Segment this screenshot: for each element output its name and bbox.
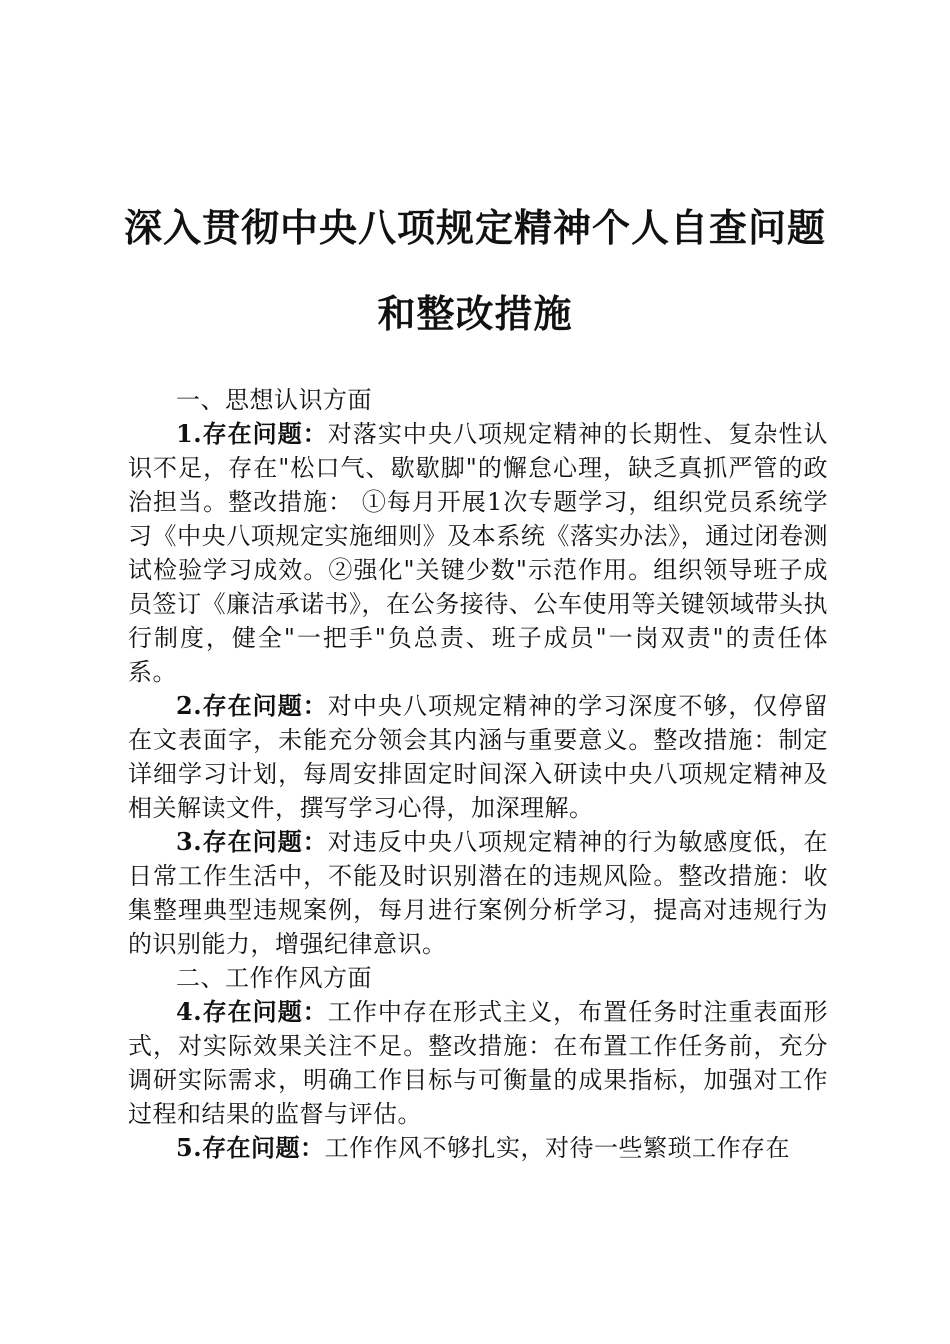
item-label: 存在问题： <box>202 828 328 856</box>
item-label: 存在问题： <box>202 420 328 448</box>
section-heading: 二、工作作风方面 <box>176 964 372 992</box>
list-item <box>128 689 828 825</box>
item-label: 存在问题： <box>202 998 328 1026</box>
item-number: 2. <box>176 691 203 720</box>
item-number: 5. <box>176 1133 203 1162</box>
item-text: 工作中存在形式主义，布置任务时注重表面形式，对实际效果关注不足。整改措施：在布置工作任务前，充分调研实际需求，明确工作目标与可衡量的成果指标，加强对工作过程和结果的监督与评估。 <box>128 998 829 1128</box>
document-title: 深入贯彻中央八项规定精神个人自查问题和整改措施 <box>123 205 826 336</box>
list-item <box>128 1131 828 1165</box>
list-item <box>128 995 828 1131</box>
item-label: 存在问题： <box>202 1134 325 1162</box>
item-text: 对中央八项规定精神的学习深度不够，仅停留在文表面字，未能充分领会其内涵与重要意义。整改措施：制定详细学习计划，每周安排固定时间深入研读中央八项规定精神及相关解读文件，撰写学习心得，加深理解。 <box>128 692 829 822</box>
item-text: 对落实中央八项规定精神的长期性、复杂性认识不足，存在"松口气、歇歇脚"的懈怠心理，缺乏真抓严管的政治担当。整改措施： ①每月开展1次专题学习，组织党员系统学习《中央八项规定实施细则》及本系统《落实办法》，通过闭卷测试检验学习成效。②强化"关键少数"示范作用。组织领导班子成员签订《廉洁承诺书》，在公务接待、公车使用等关键领域带头执行制度，健全"一把手"负总责、班子成员"一岗双责"的责任体系。 <box>128 420 829 686</box>
document-body <box>128 383 828 1165</box>
list-item <box>128 417 828 689</box>
item-text: 对违反中央八项规定精神的行为敏感度低，在日常工作生活中，不能及时识别潜在的违规风险。整改措施：收集整理典型违规案例，每月进行案例分析学习，提高对违规行为的识别能力，增强纪律意识。 <box>128 828 829 958</box>
item-label: 存在问题： <box>202 692 328 720</box>
item-number: 4. <box>176 997 203 1026</box>
item-text: 工作作风不够扎实，对待一些繁琐工作存在 <box>324 1134 791 1162</box>
list-item <box>128 825 828 961</box>
item-number: 1. <box>176 419 203 448</box>
section-heading: 一、思想认识方面 <box>176 386 372 414</box>
item-number: 3. <box>176 827 203 856</box>
